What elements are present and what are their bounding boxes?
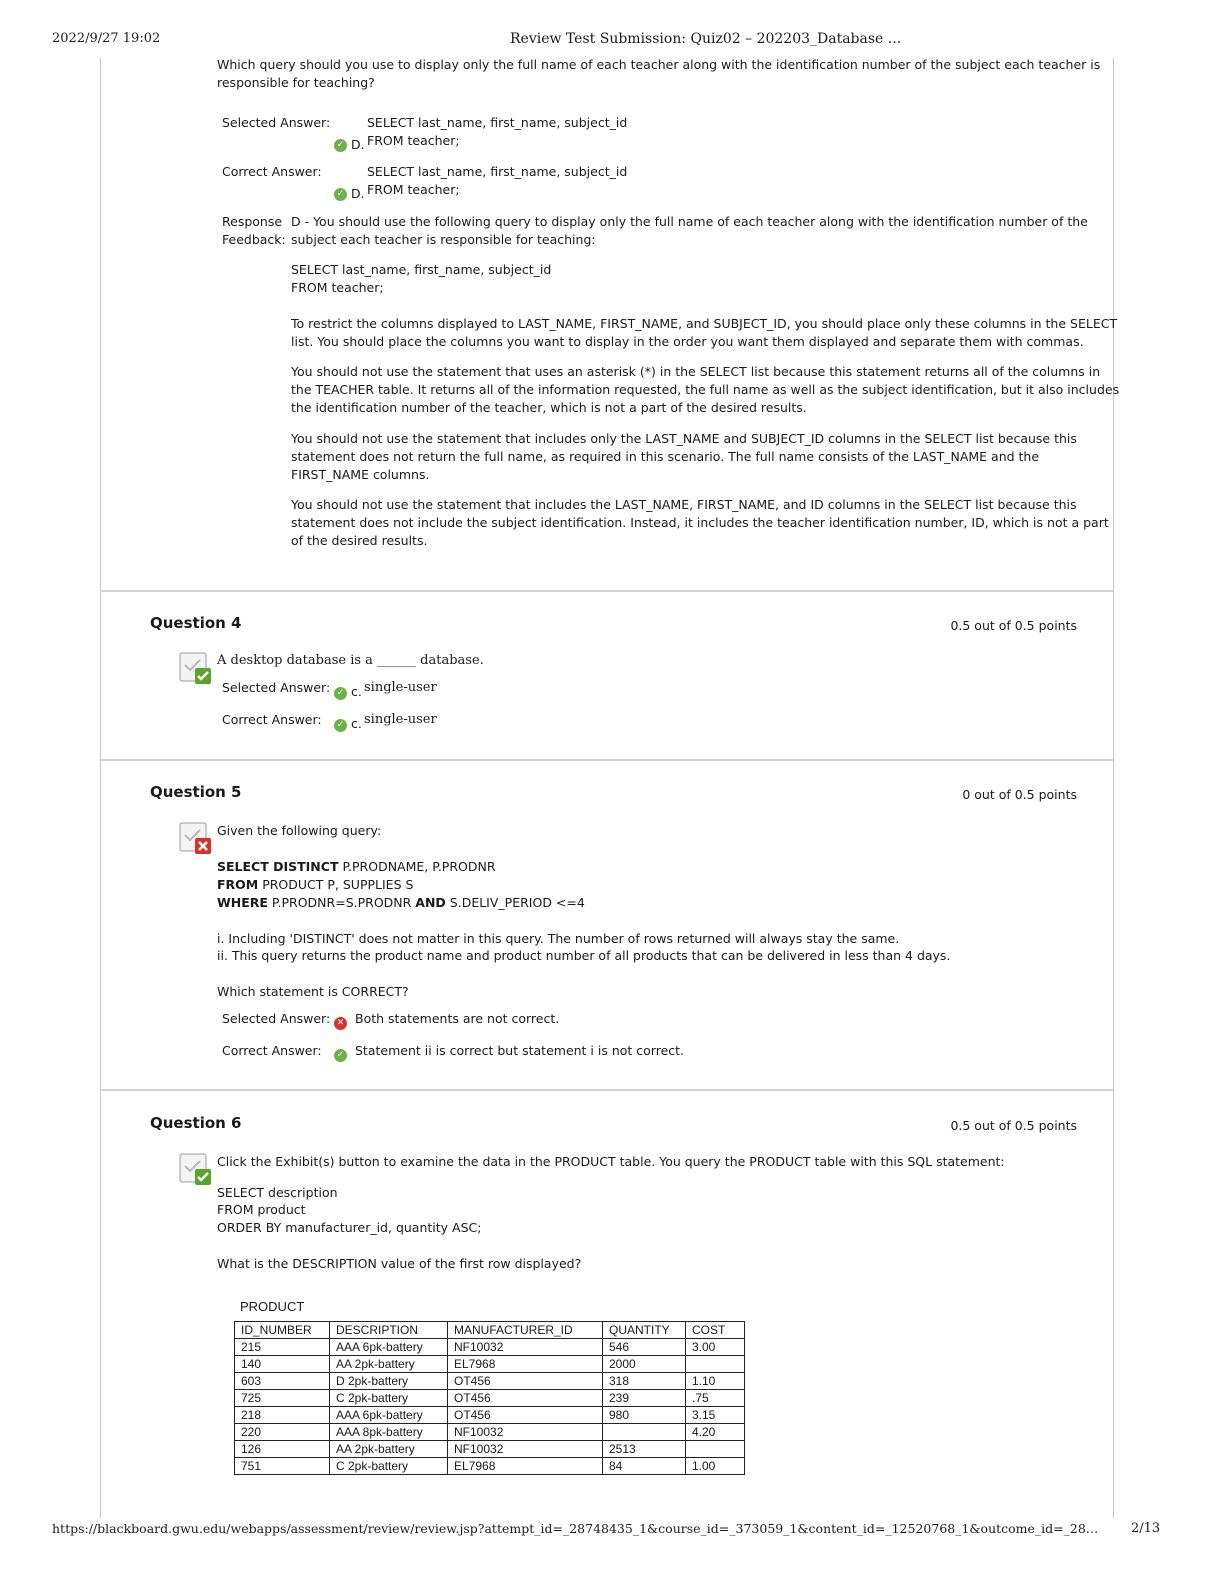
feedback-label: Response	[222, 214, 283, 229]
column-header: QUANTITY	[603, 1322, 686, 1339]
sql-text: P.PRODNAME, P.PRODNR	[338, 859, 496, 874]
page-url[interactable]: https://blackboard.gwu.edu/webapps/assessment/review/review.jsp?attempt_id=_28748435_1&course_id=_373059_1&content_id=_12520768_1&outcome_id=_28…	[52, 1521, 1099, 1536]
table-cell: 140	[235, 1356, 330, 1373]
table-cell: OT456	[448, 1373, 603, 1390]
question-prompt: Which statement is CORRECT?	[217, 984, 409, 999]
table-cell	[686, 1441, 745, 1458]
correct-answer-label: Correct Answer:	[222, 164, 322, 179]
table-cell: 126	[235, 1441, 330, 1458]
table-cell: 215	[235, 1339, 330, 1356]
table-cell: 2513	[603, 1441, 686, 1458]
table-cell: AAA 6pk-battery	[330, 1407, 448, 1424]
feedback-label: Feedback:	[222, 232, 286, 247]
question-prompt: What is the DESCRIPTION value of the first row displayed?	[217, 1256, 582, 1271]
column-header: DESCRIPTION	[330, 1322, 448, 1339]
table-row	[235, 1407, 745, 1424]
table-cell: 2000	[603, 1356, 686, 1373]
selected-answer-label: Selected Answer:	[222, 1011, 331, 1026]
table-cell: 546	[603, 1339, 686, 1356]
left-border	[100, 58, 101, 1518]
table-cell: AA 2pk-battery	[330, 1356, 448, 1373]
question-text: Given the following query:	[217, 823, 382, 838]
table-cell: NF10032	[448, 1339, 603, 1356]
feedback-code: SELECT last_name, first_name, subject_id	[291, 262, 552, 277]
feedback-text: To restrict the columns displayed to LAST_NAME, FIRST_NAME, and SUBJECT_ID, you should place only these columns in the SELECT	[291, 316, 1118, 331]
table-cell: OT456	[448, 1390, 603, 1407]
feedback-text: of the desired results.	[291, 533, 428, 548]
table-cell: AAA 6pk-battery	[330, 1339, 448, 1356]
selected-answer-label: Selected Answer:	[222, 680, 331, 695]
correct-answer-label: Correct Answer:	[222, 712, 322, 727]
table-row	[235, 1458, 745, 1475]
column-header: MANUFACTURER_ID	[448, 1322, 603, 1339]
product-table	[234, 1321, 745, 1475]
feedback-text: the TEACHER table. It returns all of the information requested, the full name as well as the subject identification, but it also includes	[291, 382, 1120, 397]
answer-letter: c.	[351, 684, 362, 699]
correct-answer-text: SELECT last_name, first_name, subject_id	[367, 164, 628, 179]
correct-check-icon: ✓	[334, 687, 347, 700]
correct-check-icon: ✓	[334, 188, 347, 201]
selected-answer-text: Both statements are not correct.	[355, 1011, 560, 1026]
question-title: Question 6	[150, 1114, 242, 1132]
question-title: Question 4	[150, 614, 242, 632]
table-row	[235, 1390, 745, 1407]
table-cell: AA 2pk-battery	[330, 1441, 448, 1458]
table-cell: 3.15	[686, 1407, 745, 1424]
table-cell: D 2pk-battery	[330, 1373, 448, 1390]
feedback-text: statement does not return the full name, as required in this scenario. The full name consists of the LAST_NAME and the	[291, 449, 1040, 464]
question-points: 0 out of 0.5 points	[962, 787, 1077, 802]
table-row	[235, 1441, 745, 1458]
table-row	[235, 1339, 745, 1356]
feedback-text: subject each teacher is responsible for teaching:	[291, 232, 596, 247]
answer-letter: c.	[351, 716, 362, 731]
table-cell: NF10032	[448, 1441, 603, 1458]
table-cell: AAA 8pk-battery	[330, 1424, 448, 1441]
sql-text: S.DELIV_PERIOD <=4	[445, 895, 585, 910]
answer-letter: D.	[351, 137, 365, 152]
question-points: 0.5 out of 0.5 points	[950, 618, 1077, 633]
incorrect-x-icon: ✕	[334, 1017, 347, 1030]
table-cell: EL7968	[448, 1356, 603, 1373]
feedback-text: statement does not include the subject identification. Instead, it includes the teacher identification number, ID, which is not a part	[291, 515, 1109, 530]
page-number: 2/13	[1131, 1521, 1161, 1536]
selected-answer-text: SELECT last_name, first_name, subject_id	[367, 115, 628, 130]
divider	[100, 1089, 1114, 1091]
feedback-text: D - You should use the following query to display only the full name of each teacher along with the identification number of the	[291, 214, 1088, 229]
divider	[100, 759, 1114, 761]
table-cell: 603	[235, 1373, 330, 1390]
correct-result-icon	[179, 1153, 211, 1185]
table-row	[235, 1424, 745, 1441]
table-cell: 980	[603, 1407, 686, 1424]
column-header: ID_NUMBER	[235, 1322, 330, 1339]
table-cell: EL7968	[448, 1458, 603, 1475]
table-cell: 1.00	[686, 1458, 745, 1475]
table-header-row	[235, 1322, 745, 1339]
table-cell: .75	[686, 1390, 745, 1407]
table-cell: C 2pk-battery	[330, 1458, 448, 1475]
question-text: Click the Exhibit(s) button to examine the data in the PRODUCT table. You query the PRODUCT table with this SQL statement:	[217, 1154, 1005, 1169]
table-cell: C 2pk-battery	[330, 1390, 448, 1407]
correct-check-icon: ✓	[334, 719, 347, 732]
table-caption: PRODUCT	[240, 1299, 305, 1314]
table-cell: 3.00	[686, 1339, 745, 1356]
table-cell: 725	[235, 1390, 330, 1407]
table-cell: 4.20	[686, 1424, 745, 1441]
table-cell: NF10032	[448, 1424, 603, 1441]
right-border	[1113, 58, 1114, 1518]
sql-text: PRODUCT P, SUPPLIES S	[258, 877, 414, 892]
feedback-text: You should not use the statement that includes the LAST_NAME, FIRST_NAME, and ID columns in the SELECT list because this	[291, 497, 1077, 512]
sql-line: FROM product	[217, 1202, 306, 1217]
correct-result-icon	[179, 652, 211, 684]
sql-line	[217, 876, 413, 894]
feedback-text: FIRST_NAME columns.	[291, 467, 430, 482]
feedback-code: FROM teacher;	[291, 280, 384, 295]
table-cell: 218	[235, 1407, 330, 1424]
sql-line	[217, 894, 585, 912]
correct-check-icon: ✓	[334, 139, 347, 152]
feedback-text: You should not use the statement that uses an asterisk (*) in the SELECT list because this statement returns all of the columns in	[291, 364, 1101, 379]
page-title: Review Test Submission: Quiz02 – 202203_Database ...	[510, 31, 902, 47]
question-points: 0.5 out of 0.5 points	[950, 1118, 1077, 1133]
sql-line: ORDER BY manufacturer_id, quantity ASC;	[217, 1220, 482, 1235]
feedback-text: list. You should place the columns you want to display in the order you want them displayed and separate them with commas.	[291, 334, 1084, 349]
sql-line	[217, 858, 496, 876]
table-cell: 84	[603, 1458, 686, 1475]
question-text: Which query should you use to display only the full name of each teacher along with the identification number of the subject each teacher is	[217, 57, 1101, 72]
correct-answer-text: single-user	[364, 712, 437, 727]
feedback-text: You should not use the statement that includes only the LAST_NAME and SUBJECT_ID columns in the SELECT list because this	[291, 431, 1077, 446]
correct-check-icon: ✓	[334, 1049, 347, 1062]
table-cell: OT456	[448, 1407, 603, 1424]
table-cell	[603, 1424, 686, 1441]
table-cell	[686, 1356, 745, 1373]
selected-answer-text: FROM teacher;	[367, 133, 460, 148]
table-row	[235, 1356, 745, 1373]
question-title: Question 5	[150, 783, 242, 801]
table-cell: 220	[235, 1424, 330, 1441]
print-datetime: 2022/9/27 19:02	[52, 31, 161, 46]
divider	[100, 590, 1114, 592]
question-text: A desktop database is a ______ database.	[217, 653, 484, 668]
sql-keyword: WHERE	[217, 895, 268, 910]
correct-answer-label: Correct Answer:	[222, 1043, 322, 1058]
sql-text: P.PRODNR=S.PRODNR	[267, 895, 416, 910]
selected-answer-text: single-user	[364, 680, 437, 695]
table-cell: 318	[603, 1373, 686, 1390]
answer-letter: D.	[351, 186, 365, 201]
column-header: COST	[686, 1322, 745, 1339]
table-cell: 751	[235, 1458, 330, 1475]
feedback-text: the identification number of the teacher, which is not a part of the desired results.	[291, 400, 807, 415]
sql-keyword: FROM	[217, 877, 259, 892]
table-row	[235, 1373, 745, 1390]
statement-i: i. Including 'DISTINCT' does not matter in this query. The number of rows returned will always stay the same.	[217, 931, 900, 946]
correct-answer-text: Statement ii is correct but statement i is not correct.	[355, 1043, 685, 1058]
incorrect-result-icon	[179, 822, 211, 854]
sql-keyword: AND	[415, 895, 446, 910]
correct-answer-text: FROM teacher;	[367, 182, 460, 197]
table-cell: 239	[603, 1390, 686, 1407]
selected-answer-label: Selected Answer:	[222, 115, 331, 130]
table-cell: 1.10	[686, 1373, 745, 1390]
statement-ii: ii. This query returns the product name and product number of all products that can be delivered in less than 4 days.	[217, 948, 951, 963]
sql-keyword: SELECT DISTINCT	[217, 859, 339, 874]
question-text: responsible for teaching?	[217, 75, 375, 90]
sql-line: SELECT description	[217, 1185, 338, 1200]
